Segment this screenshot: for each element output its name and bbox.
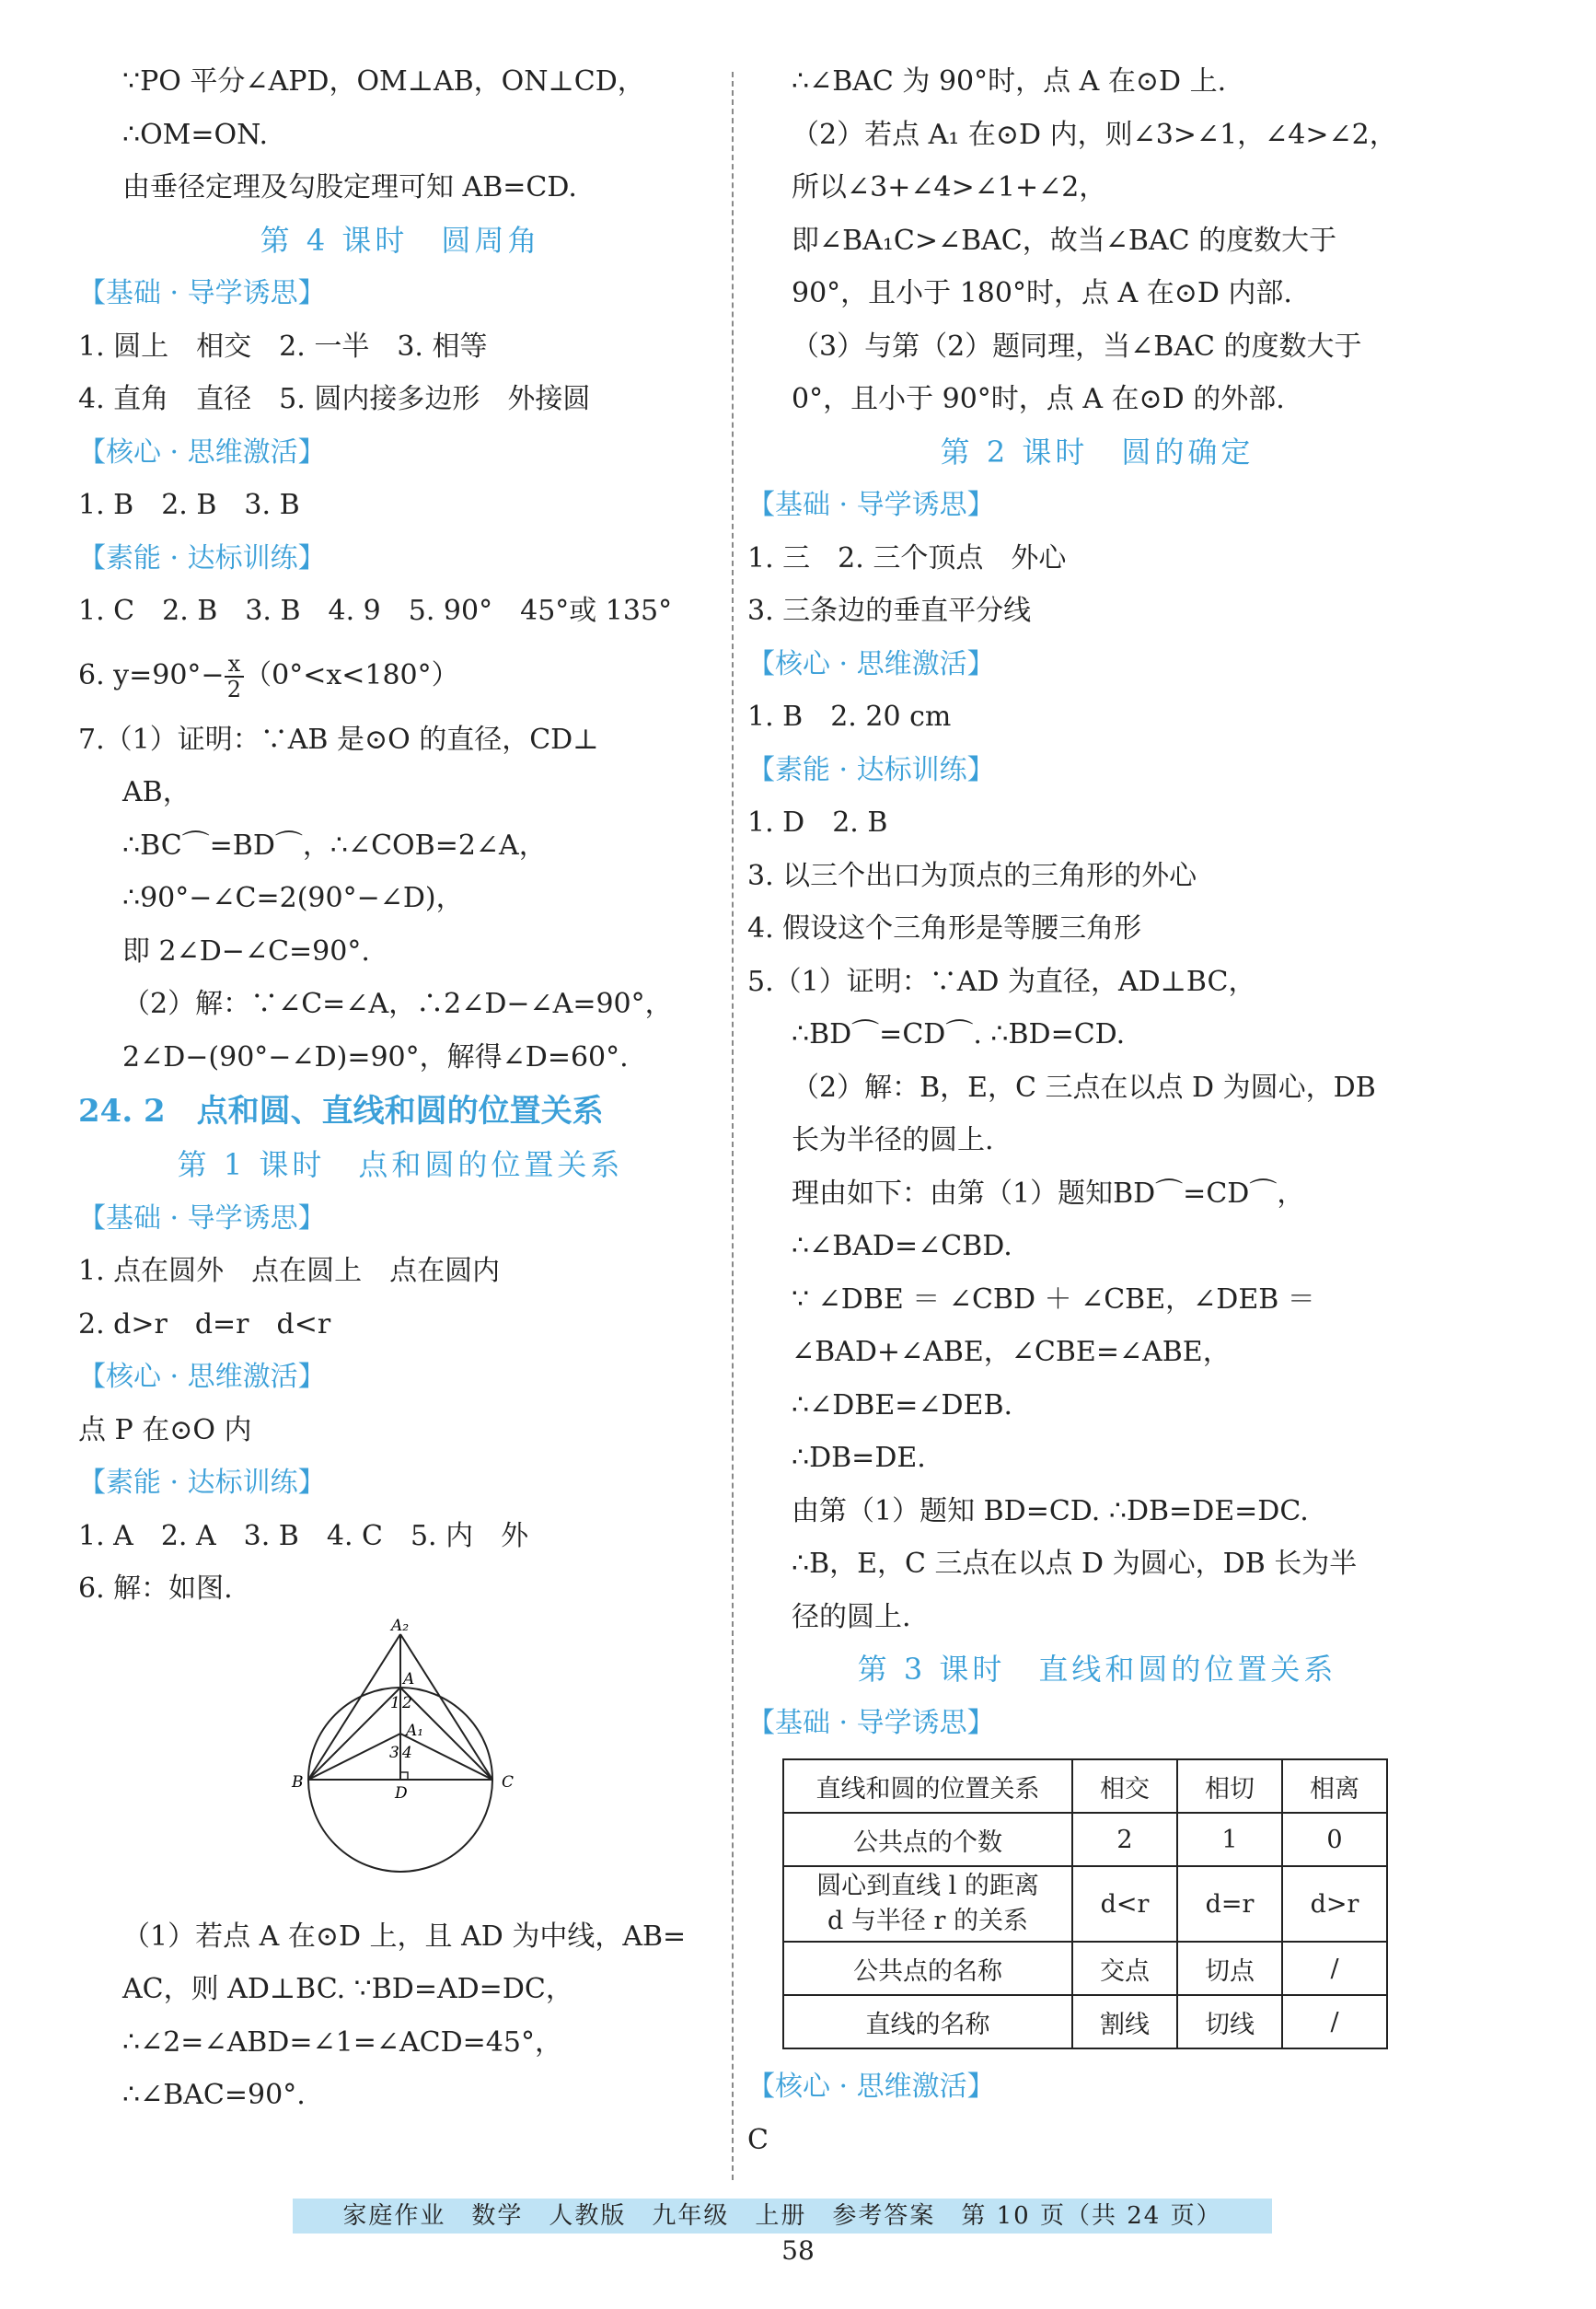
lesson-heading: 第 3 课时 直线和圆的位置关系 [857, 1652, 1337, 1687]
answer-line: 径的圆上. [792, 1600, 911, 1633]
section-tag: 【基础 · 导学诱思】 [747, 489, 995, 521]
table-header-cell: 直线和圆的位置关系 [783, 1759, 1072, 1813]
segment-c-a2 [400, 1634, 492, 1780]
label-angle-2: 2 [402, 1693, 412, 1712]
table-cell: d>r [1282, 1866, 1387, 1942]
footer-banner: 家庭作业 数学 人教版 九年级 上册 参考答案 第 10 页（共 24 页） [293, 2199, 1272, 2234]
fraction-suffix: （0°<x<180°） [244, 658, 459, 691]
page-number: 58 [781, 2235, 815, 2266]
table-cell: 公共点的名称 [783, 1942, 1072, 1995]
table-header-cell: 相切 [1177, 1759, 1282, 1813]
answer-line: 3. 三条边的垂直平分线 [747, 595, 1032, 627]
answer-line: ∴∠BAC 为 90°时，点 A 在⊙D 上. [792, 65, 1227, 98]
table-cell: 切点 [1177, 1942, 1282, 1995]
table-header-cell: 相离 [1282, 1759, 1387, 1813]
answer-line: 7.（1）证明：∵AB 是⊙O 的直径，CD⊥ [78, 723, 599, 756]
section-tag: 【基础 · 导学诱思】 [78, 1201, 326, 1235]
label-angle-1: 1 [390, 1693, 400, 1712]
segment-b-a2 [308, 1634, 400, 1780]
answer-line: ∴OM=ON. [122, 118, 268, 151]
answer-line: ∵ ∠DBE ＝ ∠CBD ＋ ∠CBE，∠DEB ＝ [792, 1282, 1315, 1316]
answer-line: 所以∠3+∠4>∠1+∠2， [792, 171, 1107, 203]
section-tag: 【基础 · 导学诱思】 [747, 1706, 995, 1739]
answer-line: （2）解：∵∠C=∠A，∴2∠D−∠A=90°， [122, 988, 673, 1020]
answer-line: 由垂径定理及勾股定理可知 AB=CD. [122, 171, 577, 203]
table-cell: 交点 [1072, 1942, 1177, 1995]
label-d: D [395, 1783, 408, 1803]
answer-line: AB， [122, 776, 191, 808]
answer-line: 即 2∠D−∠C=90°. [122, 934, 370, 968]
answer-line [78, 638, 723, 714]
fraction-prefix: 6. y=90°− [78, 658, 225, 691]
table-cell: 2 [1072, 1813, 1177, 1866]
answer-line: ∴∠BAD=∠CBD. [792, 1230, 1012, 1262]
column-divider [732, 72, 734, 2180]
section-tag: 【素能 · 达标训练】 [78, 1467, 326, 1499]
answer-line: ∴DB=DE. [792, 1442, 926, 1474]
fraction-denominator: 2 [226, 676, 241, 702]
section-tag: 【素能 · 达标训练】 [747, 753, 995, 786]
answer-line: 长为半径的圆上. [792, 1124, 994, 1156]
table-row [783, 1995, 1387, 2048]
section-tag: 【核心 · 思维激活】 [747, 647, 995, 680]
table-cell: 公共点的个数 [783, 1813, 1072, 1866]
answer-line: 4. 假设这个三角形是等腰三角形 [747, 912, 1142, 945]
answer-line: ∴BC⌒=BD⌒，∴∠COB=2∠A， [122, 829, 547, 862]
table-cell: 割线 [1072, 1995, 1177, 2048]
left-column [78, 55, 723, 2122]
answer-line: 1. 点在圆外 点在圆上 点在圆内 [78, 1255, 501, 1287]
answer-line: 1. D 2. B [747, 806, 888, 839]
answer-line: ∠BAD+∠ABE，∠CBE=∠ABE， [792, 1336, 1231, 1368]
table-row [783, 1942, 1387, 1995]
answer-line: 5.（1）证明：∵AD 为直径，AD⊥BC， [747, 965, 1256, 998]
answer-line: C [747, 2123, 769, 2156]
answer-line: 2. d>r d=r d<r [78, 1307, 331, 1340]
answer-line: AC，则 AD⊥BC. ∵BD=AD=DC， [122, 1973, 573, 2005]
answer-line: 4. 直角 直径 5. 圆内接多边形 外接圆 [78, 383, 591, 415]
answer-line: （2）解：B，E，C 三点在以点 D 为圆心，DB [792, 1071, 1376, 1104]
answer-line: 由第（1）题知 BD=CD. ∴DB=DE=DC. [792, 1494, 1309, 1527]
geometry-figure [78, 1616, 723, 1910]
answer-line: 1. 三 2. 三个顶点 外心 [747, 541, 1067, 574]
fraction-numerator: x [225, 652, 245, 678]
answer-line: 3. 以三个出口为顶点的三角形的外心 [747, 859, 1197, 892]
answer-line: 点 P 在⊙O 内 [78, 1413, 252, 1446]
answer-line: 即∠BA₁C>∠BAC，故当∠BAC 的度数大于 [792, 224, 1337, 257]
answer-line: ∴∠DBE=∠DEB. [792, 1388, 1013, 1421]
answer-line: ∴90°−∠C=2(90°−∠D)， [122, 882, 464, 914]
right-angle-mark [400, 1772, 408, 1780]
right-column [747, 55, 1447, 2166]
answer-line: （2）若点 A₁ 在⊙D 内，则∠3>∠1，∠4>∠2， [792, 118, 1397, 151]
label-a1: A₁ [406, 1721, 424, 1740]
label-a2: A₂ [391, 1616, 410, 1635]
label-c: C [502, 1772, 515, 1792]
lesson-heading: 第 4 课时 圆周角 [260, 222, 541, 258]
answer-line: 1. C 2. B 3. B 4. 9 5. 90° 45°或 135° [78, 595, 673, 627]
table-cell: 直线的名称 [783, 1995, 1072, 2048]
table-cell: 0 [1282, 1813, 1387, 1866]
table-cell: 圆心到直线 l 的距离 d 与半径 r 的关系 [783, 1866, 1072, 1942]
label-b: B [292, 1772, 304, 1792]
section-tag: 【核心 · 思维激活】 [78, 435, 326, 469]
section-tag: 【基础 · 导学诱思】 [78, 277, 326, 309]
section-tag: 【核心 · 思维激活】 [78, 1361, 326, 1393]
position-relation-table [782, 1758, 1388, 2049]
answer-line: ∴∠BAC=90°. [122, 2079, 306, 2111]
table-cell: d<r [1072, 1866, 1177, 1942]
table-row [783, 1813, 1387, 1866]
circle-triangle-diagram [281, 1616, 520, 1901]
lesson-heading: 第 2 课时 圆的确定 [940, 434, 1255, 470]
table-cell: / [1282, 1995, 1387, 2048]
section-tag: 【核心 · 思维激活】 [747, 2071, 995, 2103]
answer-line: 理由如下：由第（1）题知BD⌒=CD⌒， [792, 1177, 1305, 1210]
answer-line: ∴∠2=∠ABD=∠1=∠ACD=45°， [122, 2025, 562, 2059]
table-cell: 切线 [1177, 1995, 1282, 2048]
table-header-cell: 相交 [1072, 1759, 1177, 1813]
section-heading: 24. 2 点和圆、直线和圆的位置关系 [78, 1093, 604, 1130]
answer-line: 2∠D−(90°−∠D)=90°，解得∠D=60°. [122, 1040, 629, 1073]
label-angle-4: 4 [402, 1743, 412, 1762]
answer-line: ∴B，E，C 三点在以点 D 为圆心，DB 长为半 [792, 1548, 1358, 1580]
table-cell: d=r [1177, 1866, 1282, 1942]
table-row [783, 1759, 1387, 1813]
answer-line: 0°，且小于 90°时，点 A 在⊙D 的外部. [792, 383, 1285, 415]
answer-line: ∵PO 平分∠APD，OM⊥AB，ON⊥CD， [122, 65, 645, 98]
label-angle-3: 3 [389, 1743, 399, 1762]
answer-line: 90°，且小于 180°时，点 A 在⊙D 内部. [792, 277, 1292, 309]
answer-line: 1. B 2. 20 cm [747, 701, 952, 733]
fraction [225, 652, 245, 702]
answer-line: 1. A 2. A 3. B 4. C 5. 内 外 [78, 1519, 529, 1552]
table-row [783, 1866, 1387, 1942]
answer-line: （1）若点 A 在⊙D 上，且 AD 为中线，AB= [122, 1920, 687, 1953]
segment-b-a [308, 1688, 400, 1780]
section-tag: 【素能 · 达标训练】 [78, 541, 326, 574]
answer-line: 1. 圆上 相交 2. 一半 3. 相等 [78, 330, 488, 363]
answer-line: （3）与第（2）题同理，当∠BAC 的度数大于 [792, 330, 1362, 363]
answer-line: ∴BD⌒=CD⌒. ∴BD=CD. [792, 1018, 1126, 1050]
answer-line: 6. 解：如图. [78, 1572, 233, 1605]
lesson-heading: 第 1 课时 点和圆的位置关系 [177, 1147, 624, 1182]
label-a: A [403, 1669, 415, 1688]
table-cell: / [1282, 1942, 1387, 1995]
answer-line: 1. B 2. B 3. B [78, 489, 300, 521]
table-cell: 1 [1177, 1813, 1282, 1866]
